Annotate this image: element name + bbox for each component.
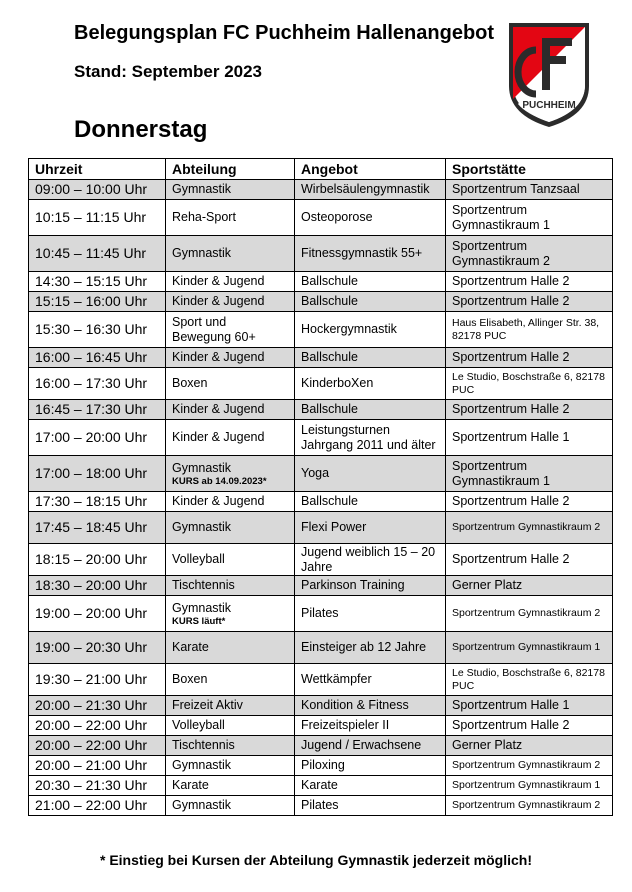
time-cell bbox=[29, 544, 166, 576]
department-cell-text: Karate bbox=[172, 640, 209, 654]
department-cell-text: Gymnastik bbox=[172, 798, 232, 812]
offer-cell bbox=[295, 576, 446, 596]
time-cell-text: 20:30 – 21:30 Uhr bbox=[35, 777, 148, 793]
time-cell-text: 19:00 – 20:30 Uhr bbox=[35, 639, 148, 655]
table-row bbox=[29, 736, 613, 756]
column-header: Uhrzeit bbox=[29, 159, 166, 180]
table-row bbox=[29, 796, 613, 816]
offer-cell-text: Flexi Power bbox=[301, 520, 367, 534]
time-cell bbox=[29, 776, 166, 796]
venue-cell bbox=[446, 236, 613, 272]
offer-cell-text: Wettkämpfer bbox=[301, 672, 372, 686]
stand-date: Stand: September 2023 bbox=[74, 62, 263, 81]
offer-cell bbox=[295, 512, 446, 544]
department-cell-text: Gymnastik bbox=[172, 600, 232, 615]
offer-cell bbox=[295, 292, 446, 312]
time-cell-text: 17:00 – 20:00 Uhr bbox=[35, 429, 148, 445]
department-cell bbox=[166, 756, 295, 776]
offer-cell bbox=[295, 796, 446, 816]
time-cell-text: 19:30 – 21:00 Uhr bbox=[35, 671, 148, 687]
department-cell bbox=[166, 456, 295, 492]
offer-cell bbox=[295, 696, 446, 716]
department-cell-text: Kinder & Jugend bbox=[172, 274, 265, 288]
venue-cell-text: Sportzentrum Halle 2 bbox=[452, 718, 570, 732]
offer-cell bbox=[295, 348, 446, 368]
table-row bbox=[29, 492, 613, 512]
venue-cell-text: Gerner Platz bbox=[452, 578, 523, 592]
venue-cell-text: Sportzentrum Halle 2 bbox=[452, 294, 570, 308]
offer-cell-text: Piloxing bbox=[301, 758, 345, 772]
offer-cell bbox=[295, 368, 446, 400]
venue-cell-text: Sportzentrum Gymnastikraum 2 bbox=[452, 607, 601, 619]
time-cell bbox=[29, 272, 166, 292]
department-cell bbox=[166, 292, 295, 312]
department-cell bbox=[166, 180, 295, 200]
time-cell bbox=[29, 420, 166, 456]
table-row bbox=[29, 312, 613, 348]
table-row bbox=[29, 368, 613, 400]
table-row bbox=[29, 180, 613, 200]
offer-cell-text: Ballschule bbox=[301, 294, 358, 308]
venue-cell bbox=[446, 596, 613, 632]
venue-cell bbox=[446, 544, 613, 576]
offer-cell-text: Ballschule bbox=[301, 350, 358, 364]
offer-cell bbox=[295, 180, 446, 200]
department-cell-text: Sport und Bewegung 60+ bbox=[172, 314, 256, 344]
offer-cell-text: Ballschule bbox=[301, 494, 358, 508]
department-cell-text: Gymnastik bbox=[172, 182, 232, 196]
department-cell bbox=[166, 776, 295, 796]
course-note: KURS ab 14.09.2023* bbox=[172, 475, 267, 487]
department-cell-text: Freizeit Aktiv bbox=[172, 698, 243, 712]
time-cell bbox=[29, 696, 166, 716]
time-cell-text: 19:00 – 20:00 Uhr bbox=[35, 605, 148, 621]
offer-cell-text: Osteoporose bbox=[301, 210, 373, 224]
venue-cell-text: Sportzentrum Gymnastikraum 2 bbox=[452, 238, 550, 268]
offer-cell bbox=[295, 716, 446, 736]
offer-cell bbox=[295, 632, 446, 664]
venue-cell-text: Sportzentrum Gymnastikraum 2 bbox=[452, 759, 601, 771]
offer-cell-text: Einsteiger ab 12 Jahre bbox=[301, 640, 427, 654]
footnote: * Einstieg bei Kursen der Abteilung Gymnastik jederzeit möglich! bbox=[99, 852, 532, 868]
time-cell bbox=[29, 312, 166, 348]
venue-cell-text: Sportzentrum Gymnastikraum 1 bbox=[452, 458, 550, 488]
time-cell-text: 18:30 – 20:00 Uhr bbox=[35, 577, 148, 593]
table-row bbox=[29, 292, 613, 312]
venue-cell bbox=[446, 664, 613, 696]
time-cell-text: 10:15 – 11:15 Uhr bbox=[35, 209, 147, 225]
time-cell bbox=[29, 400, 166, 420]
offer-cell-text: Jugend weiblich 15 – 20 Jahre bbox=[301, 544, 436, 574]
venue-cell-text: Le Studio, Boschstraße 6, 82178 PUC bbox=[452, 666, 605, 692]
table-row bbox=[29, 696, 613, 716]
venue-cell bbox=[446, 368, 613, 400]
time-cell bbox=[29, 796, 166, 816]
offer-cell bbox=[295, 664, 446, 696]
department-cell bbox=[166, 312, 295, 348]
offer-cell-text: KinderboXen bbox=[301, 376, 374, 390]
department-cell bbox=[166, 420, 295, 456]
department-cell-text: Gymnastik bbox=[172, 460, 232, 475]
department-cell bbox=[166, 368, 295, 400]
time-cell-text: 20:00 – 22:00 Uhr bbox=[35, 717, 148, 733]
table-header-row bbox=[29, 159, 613, 180]
table-row bbox=[29, 576, 613, 596]
time-cell bbox=[29, 736, 166, 756]
venue-cell bbox=[446, 292, 613, 312]
time-cell-text: 10:45 – 11:45 Uhr bbox=[35, 245, 147, 261]
time-cell-text: 21:00 – 22:00 Uhr bbox=[35, 797, 148, 813]
time-cell bbox=[29, 180, 166, 200]
table-row bbox=[29, 716, 613, 736]
time-cell-text: 16:00 – 16:45 Uhr bbox=[35, 349, 148, 365]
department-cell bbox=[166, 576, 295, 596]
time-cell-text: 17:45 – 18:45 Uhr bbox=[35, 519, 148, 535]
column-header: Angebot bbox=[295, 159, 446, 180]
table-row bbox=[29, 596, 613, 632]
venue-cell bbox=[446, 456, 613, 492]
column-header: Abteilung bbox=[166, 159, 295, 180]
department-cell bbox=[166, 716, 295, 736]
venue-cell-text: Sportzentrum Halle 2 bbox=[452, 552, 570, 566]
fc-puchheim-logo bbox=[506, 20, 592, 130]
offer-cell bbox=[295, 200, 446, 236]
table-row bbox=[29, 200, 613, 236]
offer-cell bbox=[295, 776, 446, 796]
time-cell-text: 17:00 – 18:00 Uhr bbox=[35, 465, 148, 481]
time-cell-text: 15:30 – 16:30 Uhr bbox=[35, 321, 148, 337]
offer-cell bbox=[295, 312, 446, 348]
offer-cell-text: Freizeitspieler II bbox=[301, 718, 390, 732]
offer-cell bbox=[295, 736, 446, 756]
department-cell-text: Boxen bbox=[172, 672, 208, 686]
department-cell-text: Kinder & Jugend bbox=[172, 350, 265, 364]
venue-cell bbox=[446, 272, 613, 292]
venue-cell bbox=[446, 736, 613, 756]
time-cell bbox=[29, 456, 166, 492]
venue-cell-text: Sportzentrum Gymnastikraum 1 bbox=[452, 641, 601, 653]
offer-cell-text: Pilates bbox=[301, 606, 339, 620]
table-row bbox=[29, 544, 613, 576]
venue-cell-text: Sportzentrum Gymnastikraum 2 bbox=[452, 799, 601, 811]
department-cell-text: Tischtennis bbox=[172, 578, 235, 592]
time-cell bbox=[29, 200, 166, 236]
time-cell-text: 20:00 – 21:30 Uhr bbox=[35, 697, 148, 713]
department-cell-text: Volleyball bbox=[172, 552, 225, 566]
time-cell-text: 18:15 – 20:00 Uhr bbox=[35, 551, 148, 567]
table-row bbox=[29, 512, 613, 544]
table-row bbox=[29, 272, 613, 292]
time-cell bbox=[29, 664, 166, 696]
offer-cell-text: Pilates bbox=[301, 798, 339, 812]
venue-cell-text: Haus Elisabeth, Allinger Str. 38, 82178 PUC bbox=[452, 316, 600, 342]
offer-cell-text: Fitnessgymnastik 55+ bbox=[301, 246, 423, 260]
page-title: Belegungsplan FC Puchheim Hallenangebot bbox=[74, 22, 495, 44]
offer-cell-text: Wirbelsäulengymnastik bbox=[301, 182, 430, 196]
table-row bbox=[29, 632, 613, 664]
department-cell bbox=[166, 236, 295, 272]
venue-cell-text: Le Studio, Boschstraße 6, 82178 PUC bbox=[452, 370, 605, 396]
department-cell-text: Reha-Sport bbox=[172, 210, 236, 224]
time-cell bbox=[29, 292, 166, 312]
venue-cell bbox=[446, 796, 613, 816]
venue-cell-text: Sportzentrum Halle 2 bbox=[452, 274, 570, 288]
table-row bbox=[29, 456, 613, 492]
offer-cell bbox=[295, 400, 446, 420]
department-cell bbox=[166, 544, 295, 576]
offer-cell-text: Hockergymnastik bbox=[301, 322, 397, 336]
department-cell-text: Kinder & Jugend bbox=[172, 494, 265, 508]
department-cell bbox=[166, 796, 295, 816]
department-cell bbox=[166, 596, 295, 632]
department-cell-text: Kinder & Jugend bbox=[172, 430, 265, 444]
table-row bbox=[29, 664, 613, 696]
time-cell bbox=[29, 716, 166, 736]
offer-cell-text: Ballschule bbox=[301, 274, 358, 288]
department-cell bbox=[166, 200, 295, 236]
time-cell-text: 14:30 – 15:15 Uhr bbox=[35, 273, 148, 289]
venue-cell-text: Sportzentrum Halle 1 bbox=[452, 430, 570, 444]
offer-cell-text: Yoga bbox=[301, 466, 330, 480]
department-cell-text: Kinder & Jugend bbox=[172, 402, 265, 416]
time-cell-text: 16:45 – 17:30 Uhr bbox=[35, 401, 148, 417]
venue-cell-text: Sportzentrum Halle 2 bbox=[452, 350, 570, 364]
department-cell-text: Boxen bbox=[172, 376, 208, 390]
department-cell bbox=[166, 632, 295, 664]
department-cell-text: Tischtennis bbox=[172, 738, 235, 752]
course-note: KURS läuft* bbox=[172, 615, 226, 627]
schedule-table bbox=[28, 158, 613, 816]
table-row bbox=[29, 420, 613, 456]
department-cell-text: Gymnastik bbox=[172, 758, 232, 772]
venue-cell bbox=[446, 776, 613, 796]
offer-cell bbox=[295, 236, 446, 272]
column-header: Sportstätte bbox=[446, 159, 613, 180]
department-cell-text: Volleyball bbox=[172, 718, 225, 732]
venue-cell-text: Gerner Platz bbox=[452, 738, 523, 752]
department-cell bbox=[166, 512, 295, 544]
time-cell bbox=[29, 492, 166, 512]
offer-cell bbox=[295, 456, 446, 492]
time-cell bbox=[29, 512, 166, 544]
time-cell-text: 15:15 – 16:00 Uhr bbox=[35, 293, 148, 309]
venue-cell-text: Sportzentrum Tanzsaal bbox=[452, 182, 580, 196]
venue-cell-text: Sportzentrum Gymnastikraum 1 bbox=[452, 202, 550, 232]
offer-cell bbox=[295, 596, 446, 632]
venue-cell bbox=[446, 696, 613, 716]
time-cell-text: 09:00 – 10:00 Uhr bbox=[35, 181, 148, 197]
time-cell bbox=[29, 632, 166, 664]
venue-cell bbox=[446, 632, 613, 664]
venue-cell-text: Sportzentrum Gymnastikraum 2 bbox=[452, 521, 601, 533]
venue-cell-text: Sportzentrum Halle 2 bbox=[452, 494, 570, 508]
time-cell bbox=[29, 368, 166, 400]
offer-cell-text: Karate bbox=[301, 778, 338, 792]
offer-cell-text: Parkinson Training bbox=[301, 578, 405, 592]
offer-cell bbox=[295, 544, 446, 576]
department-cell-text: Kinder & Jugend bbox=[172, 294, 265, 308]
time-cell-text: 20:00 – 21:00 Uhr bbox=[35, 757, 148, 773]
time-cell bbox=[29, 596, 166, 632]
department-cell bbox=[166, 696, 295, 716]
venue-cell bbox=[446, 420, 613, 456]
offer-cell bbox=[295, 272, 446, 292]
department-cell bbox=[166, 272, 295, 292]
department-cell bbox=[166, 400, 295, 420]
venue-cell-text: Sportzentrum Halle 2 bbox=[452, 402, 570, 416]
venue-cell bbox=[446, 400, 613, 420]
department-cell-text: Gymnastik bbox=[172, 246, 232, 260]
department-cell bbox=[166, 664, 295, 696]
offer-cell bbox=[295, 492, 446, 512]
table-row bbox=[29, 236, 613, 272]
offer-cell-text: Ballschule bbox=[301, 402, 358, 416]
venue-cell bbox=[446, 312, 613, 348]
venue-cell-text: Sportzentrum Gymnastikraum 1 bbox=[452, 779, 601, 791]
venue-cell bbox=[446, 576, 613, 596]
venue-cell bbox=[446, 492, 613, 512]
table-row bbox=[29, 400, 613, 420]
department-cell-text: Karate bbox=[172, 778, 209, 792]
venue-cell bbox=[446, 512, 613, 544]
time-cell-text: 16:00 – 17:30 Uhr bbox=[35, 375, 148, 391]
offer-cell bbox=[295, 756, 446, 776]
svg-text:PUCHHEIM: PUCHHEIM bbox=[522, 100, 576, 111]
time-cell bbox=[29, 576, 166, 596]
time-cell bbox=[29, 348, 166, 368]
department-cell bbox=[166, 492, 295, 512]
table-row bbox=[29, 776, 613, 796]
department-cell-text: Gymnastik bbox=[172, 520, 232, 534]
venue-cell bbox=[446, 348, 613, 368]
time-cell bbox=[29, 756, 166, 776]
department-cell bbox=[166, 348, 295, 368]
time-cell-text: 20:00 – 22:00 Uhr bbox=[35, 737, 148, 753]
offer-cell-text: Kondition & Fitness bbox=[301, 698, 409, 712]
day-heading: Donnerstag bbox=[74, 116, 208, 143]
table-row bbox=[29, 756, 613, 776]
offer-cell-text: Jugend / Erwachsene bbox=[301, 738, 422, 752]
time-cell-text: 17:30 – 18:15 Uhr bbox=[35, 493, 148, 509]
offer-cell bbox=[295, 420, 446, 456]
venue-cell bbox=[446, 756, 613, 776]
venue-cell bbox=[446, 200, 613, 236]
table-row bbox=[29, 348, 613, 368]
venue-cell-text: Sportzentrum Halle 1 bbox=[452, 698, 570, 712]
department-cell bbox=[166, 736, 295, 756]
venue-cell bbox=[446, 180, 613, 200]
time-cell bbox=[29, 236, 166, 272]
offer-cell-text: Leistungsturnen Jahrgang 2011 und älter bbox=[301, 422, 436, 452]
venue-cell bbox=[446, 716, 613, 736]
